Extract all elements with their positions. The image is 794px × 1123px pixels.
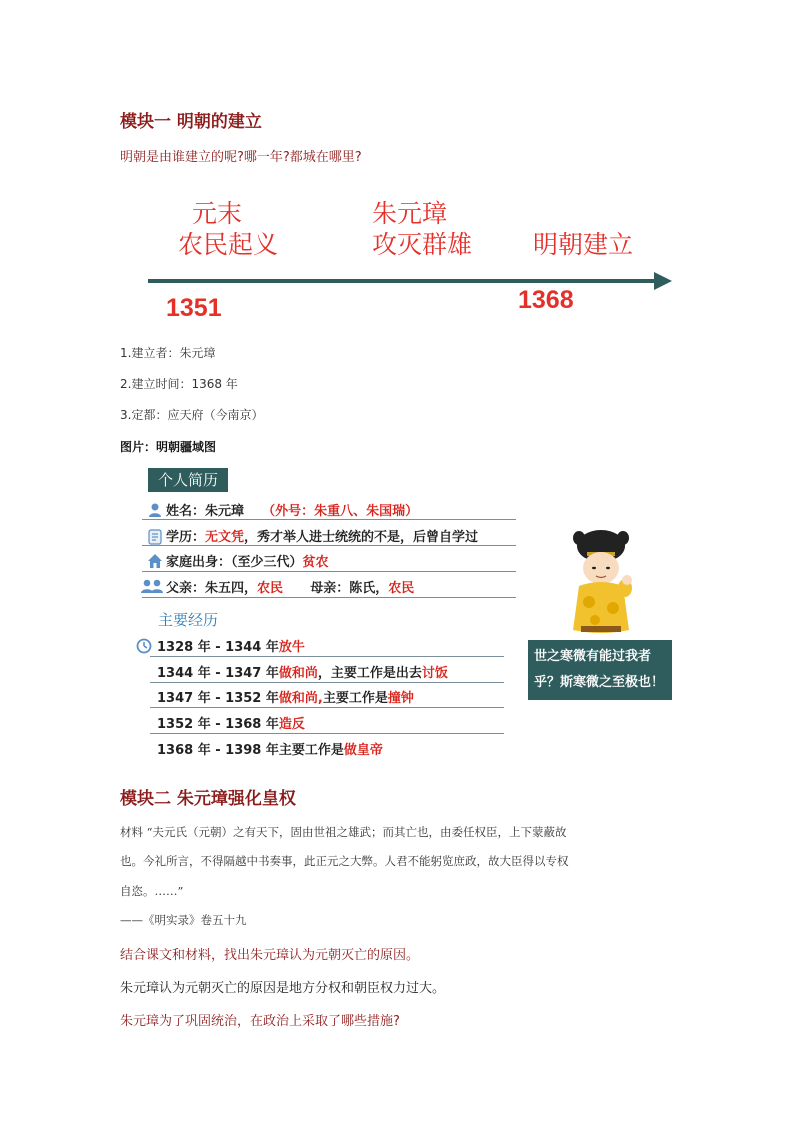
clock-icon <box>136 638 152 654</box>
profile-banner: 个人简历 <box>148 468 228 492</box>
experience-item: 1347 年 - 1352 年做和尚,主要工作是撞钟 <box>157 691 414 706</box>
divider <box>142 571 516 572</box>
module2-title: 模块二 朱元璋强化皇权 <box>120 789 296 809</box>
experience-item: 1352 年 - 1368 年造反 <box>157 717 305 732</box>
timeline-arrow <box>148 270 674 292</box>
divider <box>142 519 516 520</box>
module1-title: 模块一 明朝的建立 <box>120 112 262 132</box>
experience-item: 1328 年 - 1344 年放牛 <box>157 640 305 655</box>
timeline-event2-line1: 朱元璋 <box>372 199 448 228</box>
divider <box>150 733 504 734</box>
timeline-event2-line2: 攻灭群雄 <box>372 230 473 259</box>
fact-founder: 1.建立者：朱元璋 <box>120 346 216 360</box>
fact-time: 2.建立时间：1368 年 <box>120 377 238 391</box>
divider <box>150 682 504 683</box>
divider <box>142 545 516 546</box>
person-icon <box>147 502 163 518</box>
material-line2: 也。今礼所言，不得隔越中书奏事，此正元之大弊。人君不能躬览庶政，故大臣得以专权 <box>120 854 569 868</box>
divider <box>142 597 516 598</box>
question-1: 结合课文和材料，找出朱元璋认为元朝灭亡的原因。 <box>120 948 420 963</box>
material-source: ——《明实录》卷五十九 <box>120 913 247 927</box>
people-icon <box>140 578 164 594</box>
home-icon <box>147 553 163 569</box>
question-2: 朱元璋为了巩固统治，在政治上采取了哪些措施? <box>120 1014 400 1029</box>
material-line1: 材料 “夫元氏（元朝）之有天下，固由世祖之雄武；而其亡也，由委任权臣，上下蒙蔽故 <box>120 825 567 839</box>
timeline-event1-line2: 农民起义 <box>178 230 279 259</box>
answer-1: 朱元璋认为元朝灭亡的原因是地方分权和朝臣权力过大。 <box>120 981 446 996</box>
fact-capital: 3.定都：应天府（今南京） <box>120 408 264 422</box>
timeline-event3: 明朝建立 <box>533 230 634 259</box>
divider <box>150 707 504 708</box>
picture-caption: 图片：明朝疆域图 <box>120 440 217 454</box>
document-icon <box>147 529 163 545</box>
speech-box: 世之寒微有能过我者乎？斯寒微之至极也！ <box>528 640 672 700</box>
experience-item: 1344 年 - 1347 年做和尚，主要工作是出去讨饭 <box>157 666 448 681</box>
profile-family-row: 家庭出身：（至少三代）贫农 <box>166 555 329 570</box>
profile-education-row: 学历：无文凭，秀才举人进士统统的不是，后曾自学过 <box>166 530 479 545</box>
timeline-year-1351: 1351 <box>166 294 222 322</box>
timeline-year-1368: 1368 <box>518 286 574 314</box>
profile-name-row: 姓名：朱元璋 （外号：朱重八、朱国瑞） <box>166 504 419 519</box>
experience-heading: 主要经历 <box>158 611 219 629</box>
material-line3: 自恣。……” <box>120 884 184 898</box>
module1-question: 明朝是由谁建立的呢?哪一年?都城在哪里? <box>120 150 362 165</box>
profile-parents-row: 父亲：朱五四，农民 母亲：陈氏，农民 <box>166 581 415 596</box>
experience-item: 1368 年 - 1398 年主要工作是做皇帝 <box>157 743 383 758</box>
emperor-illustration <box>565 526 645 638</box>
timeline-event1-line1: 元末 <box>192 199 243 228</box>
divider <box>150 656 504 657</box>
